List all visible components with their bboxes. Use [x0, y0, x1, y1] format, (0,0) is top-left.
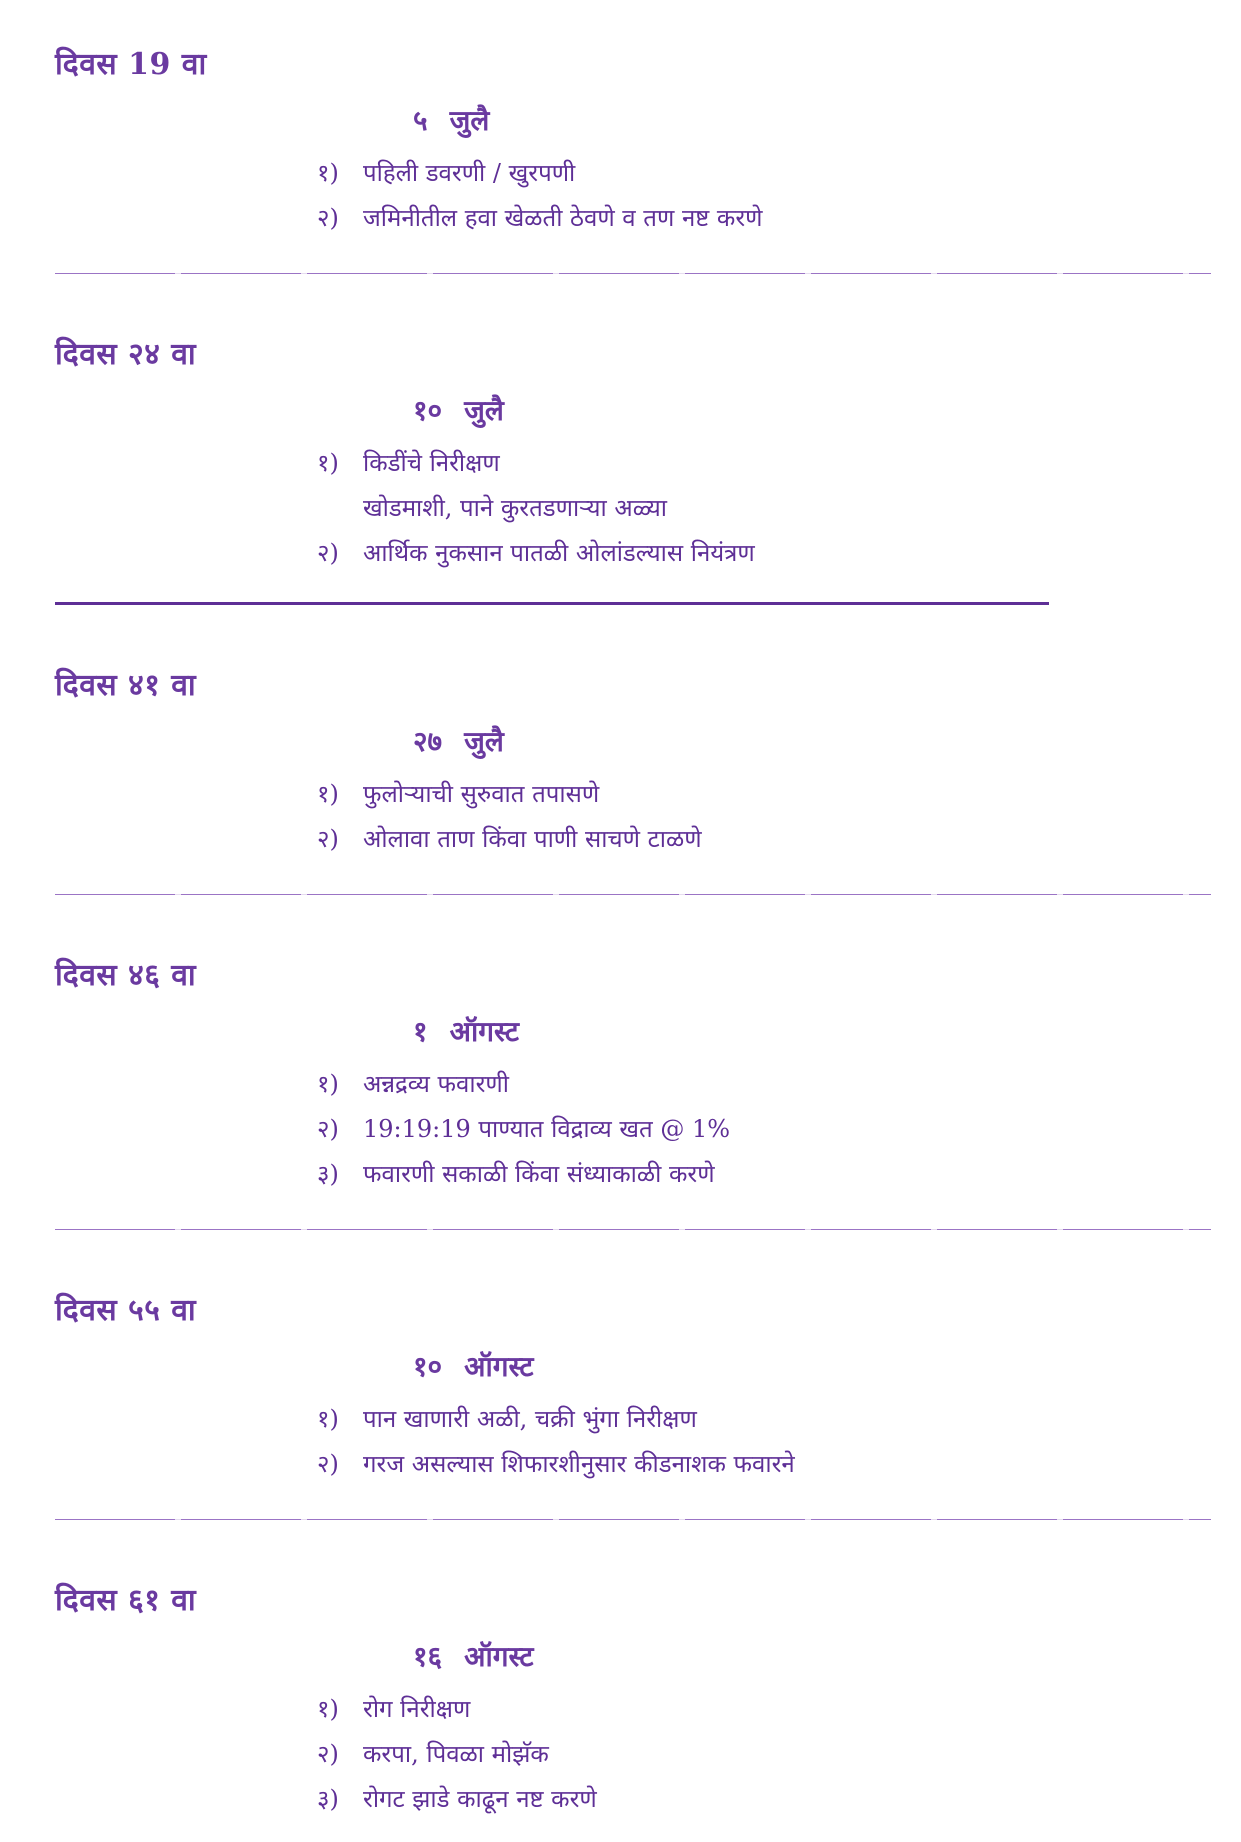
task-number: २)	[317, 1115, 339, 1143]
task-item	[317, 772, 1211, 817]
date-month: ऑगस्ट	[449, 1015, 519, 1048]
task-number: १)	[317, 780, 339, 808]
task-text: रोग निरीक्षण	[363, 1695, 471, 1723]
task-number: ३)	[317, 1160, 339, 1188]
date-heading	[413, 1347, 1211, 1385]
task-number: १)	[317, 1070, 339, 1098]
schedule-section-day61	[55, 1578, 1211, 1822]
date-number: २७	[413, 725, 443, 758]
task-text: 19:19:19 पाण्यात विद्राव्य खत @ 1%	[363, 1115, 731, 1143]
task-text: फवारणी सकाळी किंवा संध्याकाळी करणे	[363, 1160, 715, 1188]
day-heading: दिवस ४१ वा	[55, 668, 197, 703]
date-number: १६	[413, 1640, 443, 1673]
task-number: २)	[317, 204, 339, 232]
date-number: ५	[413, 104, 428, 137]
task-text: पहिली डवरणी / खुरपणी	[363, 159, 576, 187]
date-month: जुलै	[449, 104, 490, 137]
task-item	[317, 1442, 1211, 1487]
task-list	[55, 772, 1211, 862]
task-number: ३)	[317, 1785, 339, 1813]
section-divider	[55, 1229, 1211, 1230]
date-number: १०	[413, 1350, 443, 1383]
task-number: १)	[317, 1405, 339, 1433]
task-item	[317, 531, 1211, 576]
date-month: जुलै	[464, 394, 504, 427]
schedule-section-day55	[55, 1288, 1211, 1520]
schedule-section-day19	[55, 42, 1211, 274]
task-item	[317, 151, 1211, 196]
task-list	[55, 1397, 1211, 1487]
task-text: किडींचे निरीक्षण	[363, 449, 500, 477]
task-number	[317, 486, 363, 531]
date-heading	[413, 1637, 1211, 1675]
date-month: जुलै	[464, 725, 504, 758]
section-divider	[55, 1519, 1211, 1520]
task-text: रोगट झाडे काढून नष्ट करणे	[363, 1785, 597, 1813]
section-divider	[55, 602, 1049, 605]
task-item-continuation	[317, 486, 1211, 531]
task-text: अन्नद्रव्य फवारणी	[363, 1070, 509, 1098]
schedule-section-day24	[55, 332, 1211, 605]
schedule-section-day41	[55, 663, 1211, 895]
day-heading: दिवस २४ वा	[55, 337, 197, 372]
date-heading	[413, 1012, 1211, 1050]
task-list	[55, 151, 1211, 241]
task-text: करपा, पिवळा मोझॅक	[363, 1740, 549, 1768]
date-month: ऑगस्ट	[464, 1640, 534, 1673]
task-number: १)	[317, 1695, 339, 1723]
task-text: पान खाणारी अळी, चक्री भुंगा निरीक्षण	[363, 1405, 697, 1433]
task-text: फुलोऱ्याची सुरुवात तपासणे	[363, 780, 600, 808]
task-item	[317, 1397, 1211, 1442]
task-item	[317, 1062, 1211, 1107]
task-text: ओलावा ताण किंवा पाणी साचणे टाळणे	[363, 825, 702, 853]
section-divider	[55, 894, 1211, 895]
date-heading	[413, 722, 1211, 760]
date-heading	[413, 101, 1211, 139]
date-number: १०	[413, 394, 443, 427]
task-item	[317, 817, 1211, 862]
day-heading: दिवस 19 वा	[55, 47, 207, 82]
task-text: खोडमाशी, पाने कुरतडणाऱ्या अळ्या	[363, 494, 667, 522]
day-heading: दिवस ४६ वा	[55, 958, 197, 993]
task-text: गरज असल्यास शिफारशीनुसार कीडनाशक फवारने	[363, 1450, 795, 1478]
task-list	[55, 1062, 1211, 1197]
task-item	[317, 441, 1211, 486]
date-heading	[413, 391, 1211, 429]
task-number: १)	[317, 449, 339, 477]
task-item	[317, 1107, 1211, 1152]
task-item	[317, 196, 1211, 241]
task-number: २)	[317, 825, 339, 853]
task-item	[317, 1777, 1211, 1822]
day-heading: दिवस ५५ वा	[55, 1293, 197, 1328]
section-divider	[55, 273, 1211, 274]
task-item	[317, 1152, 1211, 1197]
task-number: १)	[317, 159, 339, 187]
task-list	[55, 441, 1211, 576]
task-text: आर्थिक नुकसान पातळी ओलांडल्यास नियंत्रण	[363, 539, 755, 567]
task-number: २)	[317, 1740, 339, 1768]
schedule-section-day46	[55, 953, 1211, 1230]
task-item	[317, 1687, 1211, 1732]
day-heading: दिवस ६१ वा	[55, 1583, 197, 1618]
date-number: १	[413, 1015, 428, 1048]
task-number: २)	[317, 1450, 339, 1478]
task-number: २)	[317, 539, 339, 567]
task-text: जमिनीतील हवा खेळती ठेवणे व तण नष्ट करणे	[363, 204, 763, 232]
date-month: ऑगस्ट	[464, 1350, 534, 1383]
